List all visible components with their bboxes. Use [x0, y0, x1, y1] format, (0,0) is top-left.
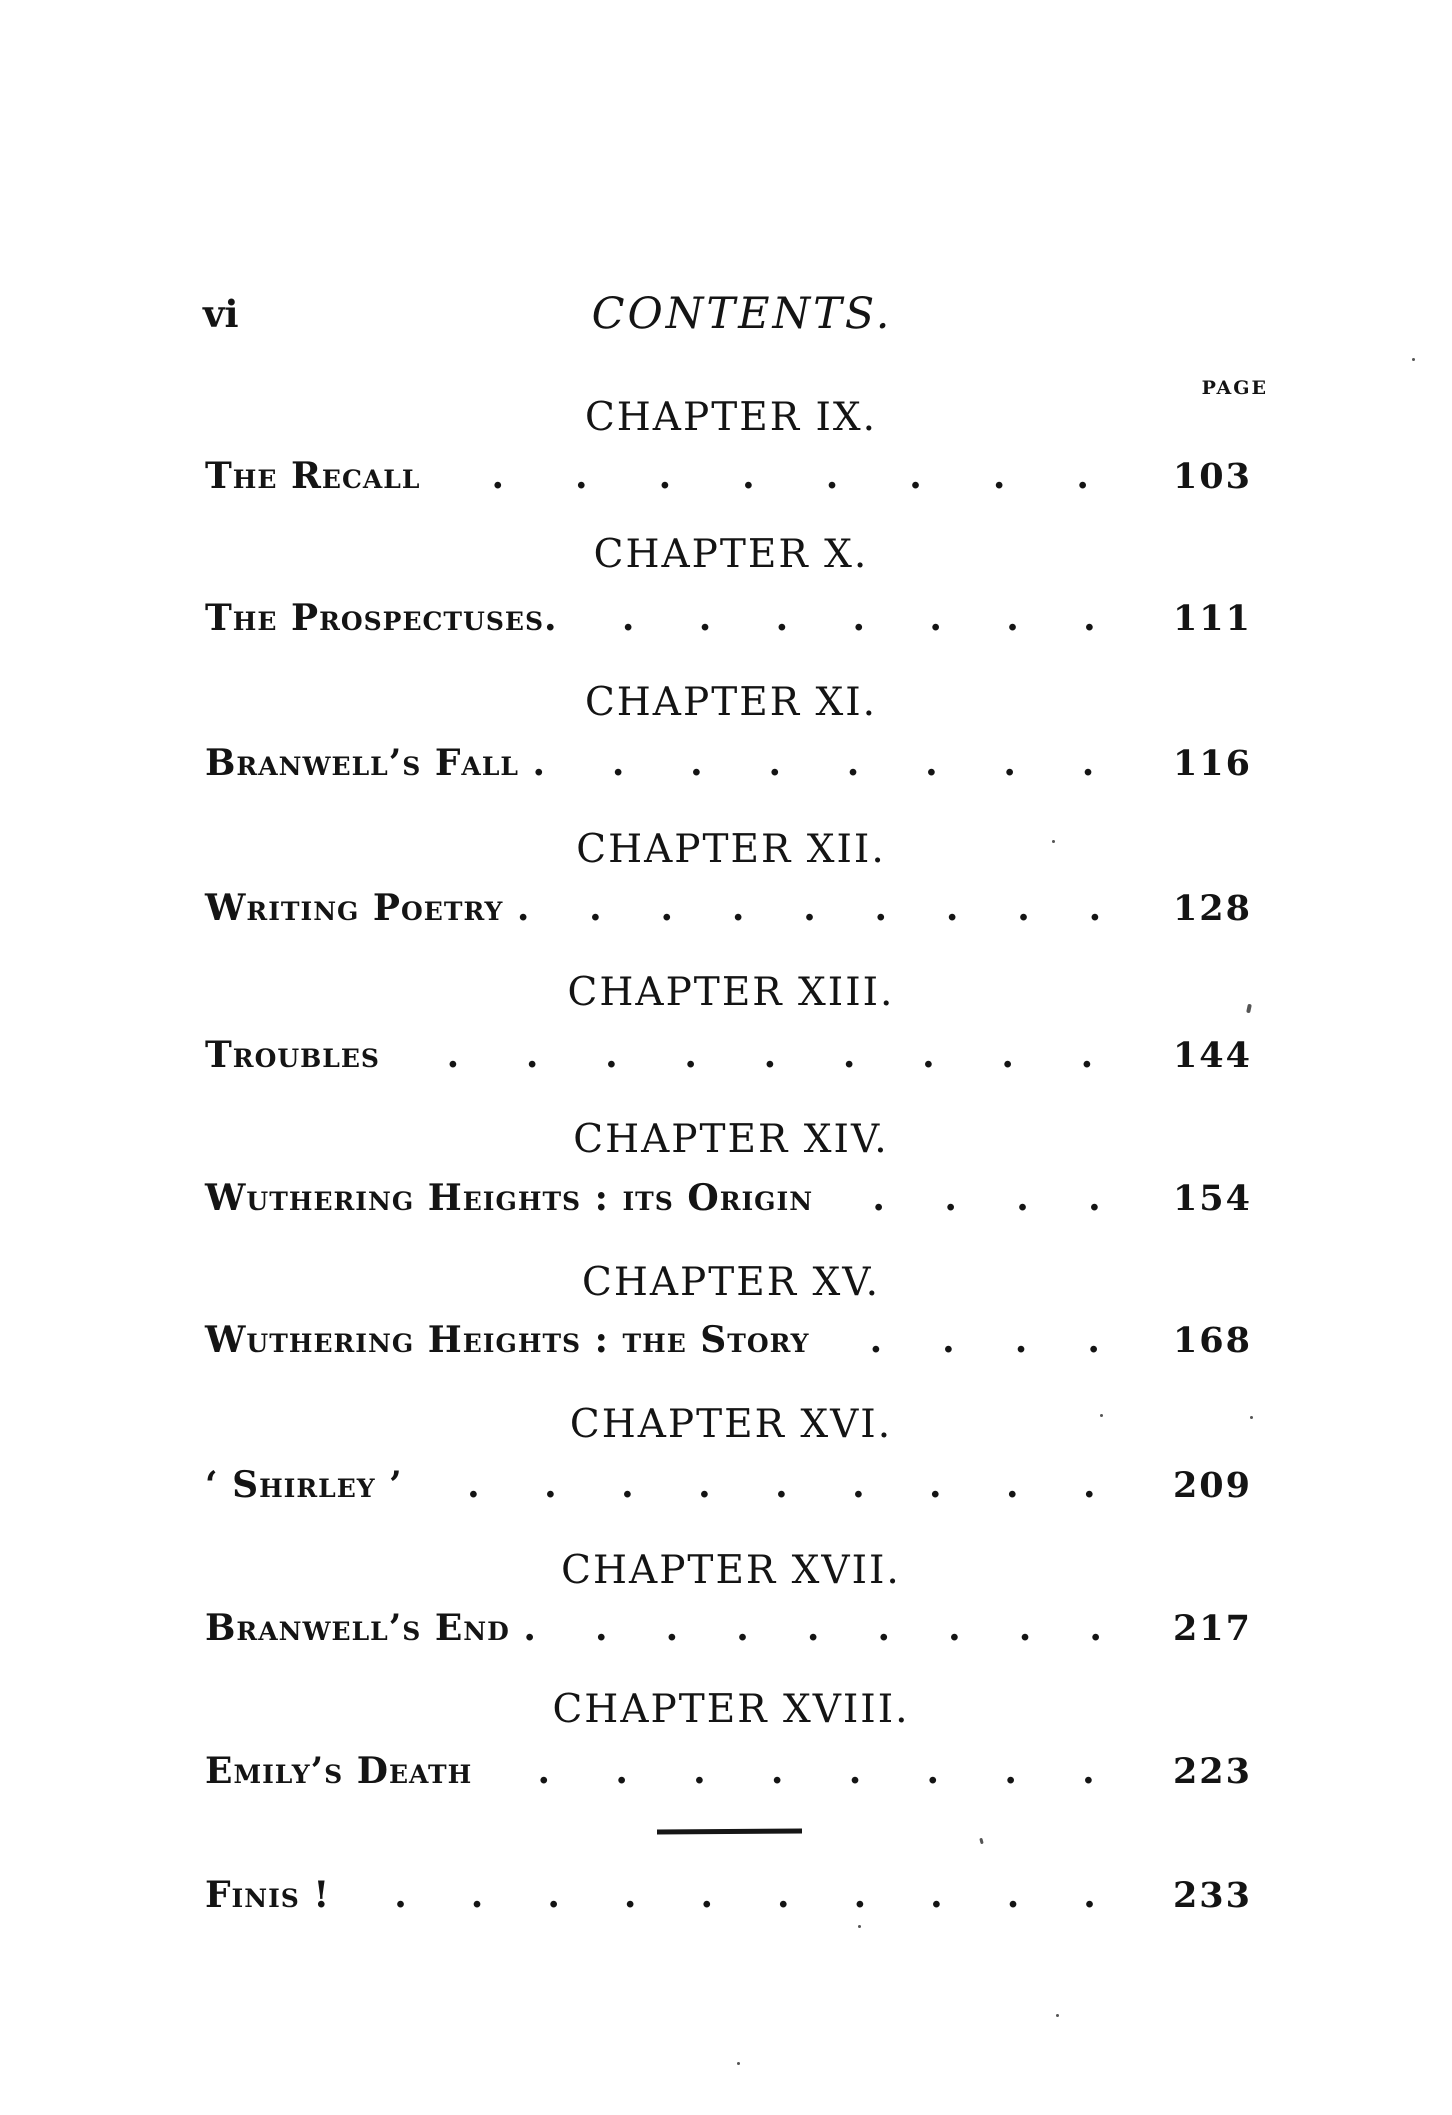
leader-dot: . [1082, 1750, 1095, 1792]
leader-dot: . [1006, 1464, 1019, 1506]
entry-title: Finis ! [205, 1874, 331, 1916]
leader-dot: . [1080, 1034, 1094, 1076]
leader-dot: . [942, 1319, 955, 1361]
leader-dot: . [623, 1874, 637, 1916]
leader-dot: . [698, 597, 712, 639]
leader-dot: . [1006, 597, 1019, 639]
chapter-heading: CHAPTER XII. [576, 827, 886, 872]
leader-dot: . [825, 455, 839, 497]
dot-leader [810, 1319, 1160, 1361]
leader-dot: . [742, 455, 755, 497]
toc-entry [205, 597, 1252, 639]
entry-title: The Prospectuses. [205, 597, 558, 639]
scan-speckle [858, 1925, 861, 1928]
toc-entry [205, 1464, 1252, 1506]
entry-title: The Recall [205, 455, 421, 497]
leader-dot: . [1087, 1319, 1100, 1361]
leader-dot: . [446, 1034, 460, 1076]
dot-leader [546, 742, 1160, 784]
dot-leader [330, 1874, 1160, 1916]
scan-speckle [1250, 1416, 1253, 1419]
dot-leader [813, 1177, 1160, 1219]
leader-dot: . [929, 597, 942, 639]
leader-dot: . [1089, 1607, 1102, 1649]
leader-dot: . [775, 597, 789, 639]
leader-dot: . [731, 887, 745, 929]
leader-dot: . [467, 1464, 480, 1506]
entry-title: Wuthering Heights : the Story [205, 1319, 810, 1361]
leader-dot: . [605, 1034, 618, 1076]
entry-page-number: 217 [1172, 1608, 1252, 1649]
chapter-heading: CHAPTER X. [593, 532, 869, 577]
entry-page-number: 128 [1172, 888, 1252, 929]
leader-dot: . [909, 455, 922, 497]
dot-leader [537, 1607, 1160, 1649]
entry-page-number: 168 [1172, 1320, 1252, 1361]
chapter-heading: CHAPTER XVIII. [552, 1687, 910, 1732]
chapter-heading: CHAPTER XIII. [567, 970, 895, 1015]
scan-speckle [1056, 2014, 1059, 2017]
entry-title: Writing Poetry . [205, 887, 531, 929]
leader-dot: . [575, 455, 588, 497]
toc-entry [205, 1177, 1252, 1219]
toc-entry [205, 1034, 1252, 1076]
entry-page-number: 116 [1172, 743, 1252, 784]
leader-dot: . [1006, 1874, 1020, 1916]
leader-dot: . [1018, 1607, 1032, 1649]
entry-title: Branwell’s End . [205, 1607, 537, 1649]
leader-dot: . [1003, 742, 1016, 784]
leader-dot: . [803, 887, 816, 929]
leader-dot: . [615, 1750, 628, 1792]
leader-dot: . [700, 1874, 714, 1916]
leader-dot: . [777, 1874, 790, 1916]
toc-entry [205, 1750, 1252, 1792]
leader-dot: . [525, 1034, 539, 1076]
toc-entry [205, 742, 1252, 784]
scan-speckle [737, 2062, 740, 2065]
leader-dot: . [684, 1034, 697, 1076]
section-divider-rule [657, 1828, 802, 1834]
leader-dot: . [693, 1750, 706, 1792]
leader-dot: . [944, 1177, 957, 1219]
dot-leader [558, 597, 1160, 639]
scan-speckle [1412, 358, 1415, 361]
leader-dot: . [853, 1874, 867, 1916]
entry-page-number: 223 [1172, 1751, 1252, 1792]
leader-dot: . [736, 1607, 749, 1649]
dot-leader [530, 887, 1160, 929]
leader-dot: . [848, 1750, 862, 1792]
entry-page-number: 233 [1172, 1875, 1252, 1916]
dot-leader [380, 1034, 1160, 1076]
chapter-heading: CHAPTER XI. [584, 680, 878, 725]
chapter-heading: CHAPTER XVI. [569, 1402, 893, 1447]
leader-dot: . [925, 742, 938, 784]
leader-dot: . [621, 1464, 634, 1506]
folio-page-number: vi [203, 292, 239, 336]
chapter-heading: CHAPTER XVII. [561, 1548, 901, 1593]
leader-dot: . [852, 1464, 865, 1506]
leader-dot: . [1017, 887, 1030, 929]
leader-dot: . [1016, 1177, 1029, 1219]
leader-dot: . [1076, 455, 1089, 497]
leader-dot: . [660, 887, 674, 929]
scan-speckle [1052, 840, 1055, 843]
leader-dot: . [690, 742, 703, 784]
leader-dot: . [842, 1034, 856, 1076]
entry-page-number: 103 [1172, 456, 1252, 497]
page-column-label: PAGE [1201, 377, 1268, 399]
leader-dot: . [874, 887, 888, 929]
leader-dot: . [846, 742, 860, 784]
leader-dot: . [594, 1607, 608, 1649]
leader-dot: . [1081, 742, 1095, 784]
leader-dot: . [806, 1607, 820, 1649]
leader-dot: . [1083, 1464, 1096, 1506]
chapter-heading: CHAPTER XV. [581, 1260, 880, 1305]
leader-dot: . [1014, 1319, 1028, 1361]
entry-title: Troubles [205, 1034, 380, 1076]
entry-title: ‘ Shirley ’ [205, 1464, 403, 1506]
leader-dot: . [1004, 1750, 1017, 1792]
leader-dot: . [698, 1464, 711, 1506]
leader-dot: . [544, 1464, 557, 1506]
leader-dot: . [992, 455, 1006, 497]
chapter-heading: CHAPTER XIV. [573, 1117, 889, 1162]
leader-dot: . [537, 1750, 551, 1792]
running-head-title: CONTENTS. [591, 289, 893, 339]
leader-dot: . [665, 1607, 679, 1649]
entry-page-number: 209 [1172, 1465, 1252, 1506]
leader-dot: . [1083, 597, 1096, 639]
entry-title: Branwell’s Fall . [205, 742, 547, 784]
leader-dot: . [775, 1464, 788, 1506]
leader-dot: . [869, 1319, 883, 1361]
leader-dot: . [770, 1750, 784, 1792]
entry-title: Emily’s Death [205, 1750, 473, 1792]
leader-dot: . [922, 1034, 935, 1076]
chapter-heading: CHAPTER IX. [584, 395, 878, 440]
leader-dot: . [1088, 887, 1102, 929]
toc-entry [205, 1319, 1252, 1361]
leader-dot: . [926, 1750, 940, 1792]
leader-dot: . [470, 1874, 484, 1916]
entry-page-number: 144 [1172, 1035, 1252, 1076]
leader-dot: . [611, 742, 625, 784]
scan-speckle [1100, 1414, 1103, 1417]
leader-dot: . [547, 1874, 560, 1916]
leader-dot: . [491, 455, 504, 497]
leader-dot: . [929, 1464, 942, 1506]
toc-entry [205, 1607, 1252, 1649]
leader-dot: . [394, 1874, 407, 1916]
entry-page-number: 154 [1172, 1178, 1252, 1219]
leader-dot: . [852, 597, 866, 639]
entry-title: Wuthering Heights : its Origin [205, 1177, 814, 1219]
dot-leader [403, 1464, 1160, 1506]
leader-dot: . [621, 597, 635, 639]
dot-leader [420, 455, 1160, 497]
dot-leader [472, 1750, 1160, 1792]
leader-dot: . [1083, 1874, 1096, 1916]
leader-dot: . [948, 1607, 961, 1649]
leader-dot: . [1088, 1177, 1101, 1219]
toc-entry [205, 887, 1252, 929]
leader-dot: . [763, 1034, 777, 1076]
toc-entry [205, 455, 1252, 497]
leader-dot: . [658, 455, 672, 497]
leader-dot: . [872, 1177, 885, 1219]
leader-dot: . [1001, 1034, 1014, 1076]
leader-dot: . [877, 1607, 891, 1649]
leader-dot: . [945, 887, 959, 929]
leader-dot: . [930, 1874, 943, 1916]
leader-dot: . [768, 742, 781, 784]
scan-speckle [979, 1838, 983, 1845]
leader-dot: . [589, 887, 602, 929]
toc-entry [205, 1874, 1252, 1916]
entry-page-number: 111 [1172, 598, 1252, 639]
